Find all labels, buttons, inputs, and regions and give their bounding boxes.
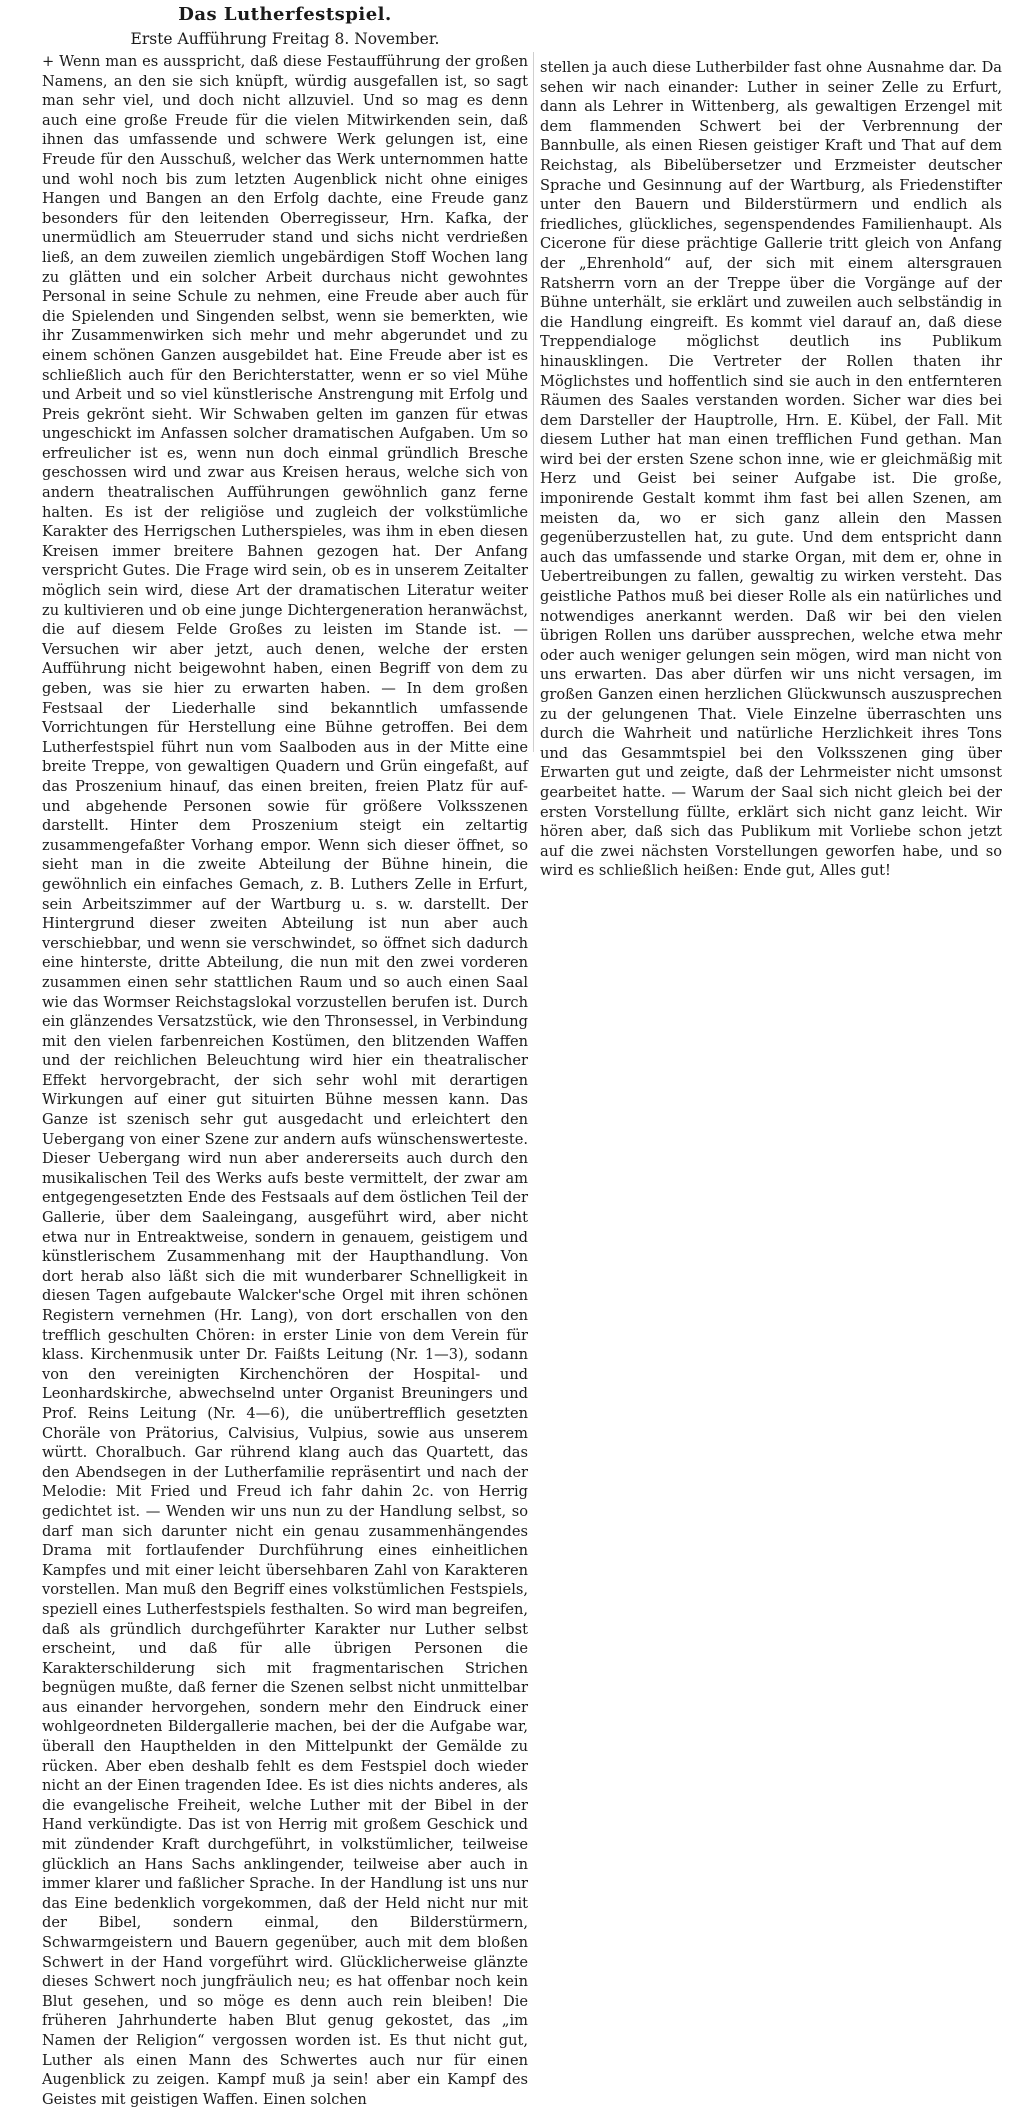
right-column-text: stellen ja auch diese Lutherbilder fast ohne Ausnahme dar. Da sehen wir nach einander: Luther in seiner Zelle zu Erfurt, dann als Lehrer in Wittenberg, als gewaltigen Erzengel mit dem flammenden Schwert bei der Verbrennung der Bannbulle, als einen Riesen geistiger Kraft und That auf dem Reichstag, als Bibelübersetzer und Erzmeister deutscher Sprache und Gesinnung auf der Wartburg, als Friedenstifter unter den Bauern und Bilderstürmern und endlich als friedliches, glückliches, segenspendendes Familienhaupt. Als Cicerone für diese prächtige Gallerie tritt gleich von Anfang der „Ehrenhold“ auf, der sich mit einem altersgrauen Ratsherrn vorn an der Treppe über die Vorgänge auf der Bühne unterhält, sie erklärt und zuweilen auch selbständig in die Handlung eingreift. Es kommt viel darauf an, daß diese Treppendialoge möglichst deutlich ins Publikum hinausklingen. Die Vertreter der Rollen thaten ihr Möglichstes und hoffentlich sind sie auch in den entfernteren Räumen des Saales verstanden worden. Sicher war dies bei dem Darsteller der Hauptrolle, Hrn. E. Kübel, der Fall. Mit diesem Luther hat man einen trefflichen Fund gethan. Man wird bei der ersten Szene schon inne, wie er gleichmäßig mit Herz und Geist bei seiner Aufgabe ist. Die große, imponirende Gestalt kommt ihm fast bei allen Szenen, am meisten da, wo er sich ganz allein den Massen gegenüberzustellen hat, zu gute. Und dem entspricht dann auch das umfassende und starke Organ, mit dem er, ohne in Uebertreibungen zu fallen, gewaltig zu wirken versteht. Das geistliche Pathos muß bei dieser Rolle als ein natürliches und notwendiges anerkannt werden. Daß wir bei den vielen übrigen Rollen uns darüber aussprechen, welche etwa mehr oder auch weniger gelungen sein mögen, wird man nicht von uns erwarten. Das aber dürfen wir uns nicht versagen, im großen Ganzen einen herzlichen Glückwunsch auszusprechen zu der gelungenen That. Viele Einzelne überraschten uns durch die Wahrheit und natürliche Herzlichkeit ihres Tons und das Gesammtspiel bei den Volksszenen ging über Erwarten gut und zeigte, daß der Lehrmeister nicht umsonst gearbeitet hatte. — Warum der Saal sich nicht gleich bei der ersten Vorstellung füllte, erklärt sich nicht ganz leicht. Wir hören aber, daß sich das Publikum mit Vorliebe schon jetzt auf die zwei nächsten Vorstellungen geworfen habe, und so wird es schließlich heißen: Ende gut, Alles gut! — [540, 59, 1002, 880]
left-column-text: + Wenn man es ausspricht, daß diese Festaufführung der großen Namens, an den sie sich knüpft, würdig ausgefallen ist, so sagt man sehr viel, und doch nicht allzuviel. Und so mag es denn auch eine große Freude für die vielen Mitwirkenden sein, daß ihnen das umfassende und schwere Werk gelungen ist, eine Freude für den Ausschuß, welcher das Werk unternommen hatte und wohl noch bis zum letzten Augenblick nicht ohne einiges Hangen und Bangen an den Erfolg dachte, eine Freude ganz besonders für den leitenden Oberregisseur, Hrn. Kafka, der unermüdlich am Steuerruder stand und sichs nicht verdrießen ließ, an dem zuweilen ziemlich ungebärdigen Stoff Wochen lang zu glätten und ein solcher Arbeit durchaus nicht gewohntes Personal in seine Schule zu nehmen, eine Freude aber auch für die Spielenden und Singenden selbst, wenn sie bemerkten, wie ihr Zusammenwirken sich mehr und mehr abgerundet und zu einem schönen Ganzen ausgebildet hat. Eine Freude aber ist es schließlich auch für den Berichterstatter, wenn er so viel Mühe und Arbeit und so viel künstlerische Anstrengung mit Erfolg und Preis gekrönt sieht. Wir Schwaben gelten im ganzen für etwas ungeschickt im Anfassen solcher dramatischen Aufgaben. Um so erfreulicher ist es, wenn nun doch einmal gründlich Bresche geschossen wird und zwar aus Kreisen heraus, welche sich von andern theatralischen Aufführungen gewöhnlich ganz ferne halten. Es ist der religiöse und zugleich der volkstümliche Karakter des Herrigschen Lutherspieles, was ihm in eben diesen Kreisen immer breitere Bahnen gezogen hat. Der Anfang verspricht Gutes. Die Frage wird sein, ob es in unserem Zeitalter möglich sein wird, diese Art der dramatischen Literatur weiter zu kultivieren und ob eine junge Dichtergeneration heranwächst, die auf diesem Felde Großes zu leisten im Stande ist. — Versuchen wir aber jetzt, auch denen, welche der ersten Aufführung nicht beigewohnt haben, einen Begriff von dem zu geben, was sie hier zu erwarten haben. — In dem großen Festsaal der Liederhalle sind bekanntlich umfassende Vorrichtungen für Herstellung eine Bühne getroffen. Bei dem Lutherfestspiel führt nun vom Saalboden aus in der Mitte eine breite Treppe, von gewaltigen Quadern und Grün eingefaßt, auf das Proszenium hinauf, das einen breiten, freien Platz für auf- und abgehende Personen sowie für größere Volksszenen darstellt. Hinter dem Proszenium steigt ein zeltartig zusammengefaßter Vorhang empor. Wenn sich dieser öffnet, so sieht man in die zweite Abteilung der Bühne hinein, die gewöhnlich ein einfaches Gemach, z. B. Luthers Zelle in Erfurt, sein Arbeitszimmer auf der Wartburg u. s. w. darstellt. Der Hintergrund dieser zweiten Abteilung ist nun aber auch verschiebbar, und wenn sie verschwindet, so öffnet sich dadurch eine hinterste, dritte Abteilung, die nun mit den zwei vorderen zusammen einen sehr stattlichen Raum und so auch einen Saal wie das Wormser Reichstagslokal vorzustellen berufen ist. Durch ein glänzendes Versatzstück, wie den Thronsessel, in Verbindung mit den vielen farbenreichen Kostümen, den blitzenden Waffen und der reichlichen Beleuchtung wird hier ein theatralischer Effekt hervorgebracht, der sich sehr wohl mit derartigen Wirkungen auf einer gut situirten Bühne messen kann. Das Ganze ist szenisch sehr gut ausgedacht und erleichtert den Uebergang von einer Szene zur andern aufs wünschenswerteste. Dieser Uebergang wird nun aber andererseits auch durch den musikalischen Teil des Werks aufs beste vermittelt, der zwar am entgegengesetzten Ende des Festsaals auf dem östlichen Teil der Gallerie, über dem Saaleingang, ausgeführt wird, aber nicht etwa nur in Entreaktweise, sondern in genauem, geistigem und künstlerischem Zusammenhang mit der Haupthandlung. Von dort herab also läßt sich die mit wunderbarer Schnelligkeit in diesen Tagen aufgebaute Walcker'sche Orgel mit ihren schönen Registern vernehmen (Hr. Lang), von dort erschallen von den trefflich geschulten Chören: in erster Linie von dem Verein für klass. Kirchenmusik unter Dr. Faißts Leitung (Nr. 1—3), sodann von den vereinigten Kirchenchören der Hospital- und Leonhardskirche, abwechselnd unter Organist Breuningers und Prof. Reins Leitung (Nr. 4—6), die unübertrefflich gesetzten Choräle von Prätorius, Calvisius, Vulpius, sowie aus unserem württ. Choralbuch. Gar rührend klang auch das Quartett, das den Abendsegen in der Lutherfamilie repräsentirt und nach der Melodie: Mit Fried und Freud ich fahr dahin 2c. von Herrig gedichtet ist. — Wenden wir uns nun zu der Handlung selbst, so darf man sich darunter nicht ein genau zusammenhängendes Drama mit fortlaufender Durchführung eines einheitlichen Kampfes und mit einer leicht übersehbaren Zahl von Karakteren vorstellen. Man muß den Begriff eines volkstümlichen Festspiels, speziell eines Lutherfestspiels festhalten. So wird man begreifen, daß als gründlich durchgeführter Karakter nur Luther selbst erscheint, und daß für alle übrigen Personen die Karakterschilderung sich mit fragmentarischen Strichen begnügen mußte, daß ferner die Szenen selbst nicht unmittelbar aus einander hervorgehen, sondern mehr den Eindruck einer wohlgeordneten Bildergallerie machen, bei der die Aufgabe war, überall den Haupthelden in den Mittelpunkt der Gemälde zu rücken. Aber eben deshalb fehlt es dem Festspiel doch wieder nicht an der Einen tragenden Idee. Es ist dies nichts anderes, als die evangelische Freiheit, welche Luther mit der Bibel in der Hand verkündigte. Das ist von Herrig mit großem Geschick und mit zündender Kraft durchgeführt, in volkstümlicher, teilweise glücklich an Hans Sachs anklingender, teilweise aber auch in immer klarer und faßlicher Sprache. In der Handlung ist uns nur das Eine bedenklich vorgekommen, daß der Held nicht nur mit der Bibel, sondern einmal, den Bilderstürmern, Schwarmgeistern und Bauern gegenüber, auch mit dem bloßen Schwert in der Hand vorgeführt wird. Glücklicherweise glänzte dieses Schwert noch jungfräulich neu; es hat offenbar noch kein Blut gesehen, und so möge es denn auch rein bleiben! Die früheren Jahrhunderte haben Blut genug gekostet, das „im Namen der Religion“ vergossen worden ist. Es thut nicht gut, Luther als einen Mann des Schwertes auch nur für einen Augenblick zu zeigen. Kampf muß ja sein! aber ein Kampf des Geistes mit geistigen Waffen. Einen solchen — [42, 53, 528, 2108]
left-column — [42, 52, 528, 2108]
right-column — [540, 58, 1002, 880]
column-divider — [533, 52, 534, 752]
article-subtitle: Erste Aufführung Freitag 8. November. — [130, 30, 440, 48]
article-title: Das Lutherfestspiel. — [178, 4, 392, 25]
